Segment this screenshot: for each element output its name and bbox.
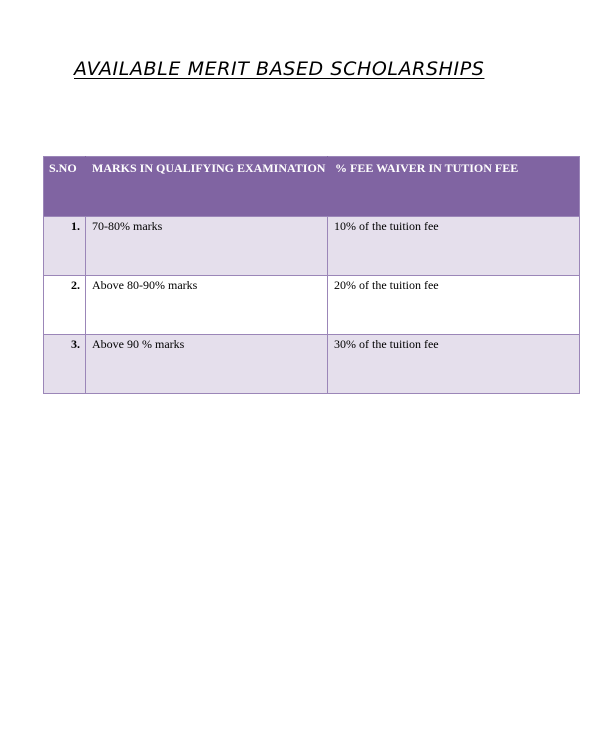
row-sno: 1. — [44, 217, 86, 276]
table-row — [44, 276, 580, 335]
document-title: AVAILABLE MERIT BASED SCHOLARSHIPS — [74, 58, 485, 80]
row-fee-waiver: 10% of the tuition fee — [328, 217, 580, 276]
scholarship-table — [43, 156, 580, 394]
row-sno: 2. — [44, 276, 86, 335]
header-marks: MARKS IN QUALIFYING EXAMINATION — [86, 157, 328, 217]
table-row — [44, 217, 580, 276]
row-marks: Above 80-90% marks — [86, 276, 328, 335]
header-sno: S.NO — [44, 157, 86, 217]
row-sno: 3. — [44, 335, 86, 394]
header-fee-waiver: % FEE WAIVER IN TUTION FEE — [328, 157, 580, 217]
table-header-row — [44, 157, 580, 217]
row-marks: Above 90 % marks — [86, 335, 328, 394]
row-marks: 70-80% marks — [86, 217, 328, 276]
scholarship-table-container — [43, 156, 579, 394]
row-fee-waiver: 30% of the tuition fee — [328, 335, 580, 394]
table-row — [44, 335, 580, 394]
row-fee-waiver: 20% of the tuition fee — [328, 276, 580, 335]
